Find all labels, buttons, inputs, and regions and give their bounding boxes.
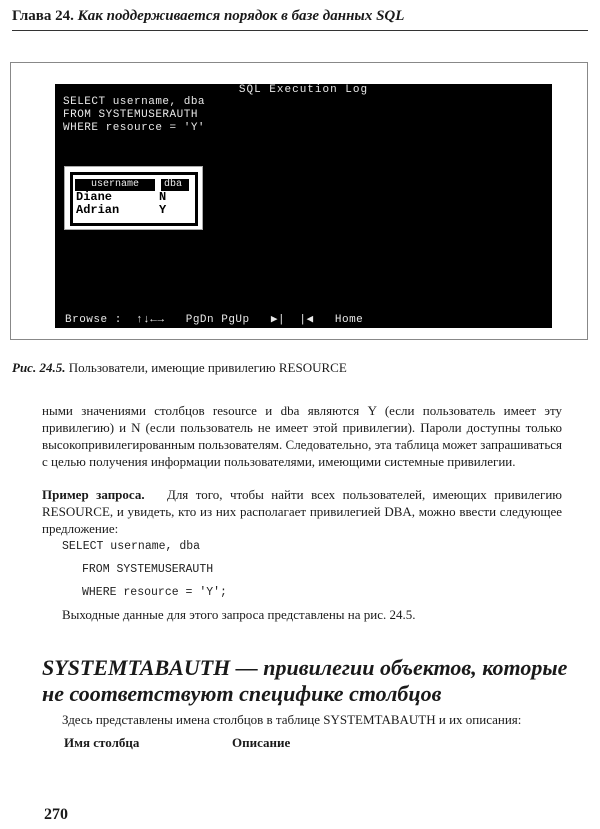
sql-line: FROM SYSTEMUSERAUTH <box>63 109 198 121</box>
result-window <box>64 166 203 230</box>
result-grid <box>70 172 198 226</box>
cell: Diane <box>76 190 113 204</box>
caption-text: Пользователи, имеющие привилегию RESOURCE <box>68 360 347 375</box>
figure-caption <box>12 360 347 376</box>
example-text: Для того, чтобы найти всех пользователей, имеющих привилегию RESOURCE, и увидеть, кто из них располагает привилегией DBA, можно ввести следующее предложение: <box>42 487 563 536</box>
code-line: FROM SYSTEMUSERAUTH <box>82 563 214 576</box>
terminal-sql <box>63 96 205 135</box>
caption-label: Рис. 24.5. <box>12 360 66 375</box>
terminal-status-bar: Browse : ↑↓←→ PgDn PgUp ▶| |◀ Home <box>65 314 364 326</box>
section-intro: Здесь представлены имена столбцов в таблице SYSTEMTABAUTH и их описания: <box>62 712 522 727</box>
section-title: SYSTEMTABAUTH — привилегии объектов, которые не соответствуют специфике столбцов <box>42 655 568 706</box>
cell: Y <box>159 203 167 217</box>
table-header-description: Описание <box>232 735 291 750</box>
chapter-title: Как поддерживается порядок в базе данных SQL <box>77 8 405 24</box>
cell: Adrian <box>76 203 120 217</box>
running-head <box>12 8 404 25</box>
example-label: Пример запроса. <box>42 487 145 502</box>
sql-terminal-screenshot <box>55 84 552 328</box>
column-header: dba <box>161 179 189 191</box>
paragraph: Выходные данные для этого запроса представлены на рис. 24.5. <box>62 607 416 622</box>
paragraph-example <box>42 486 562 537</box>
sql-line: SELECT username, dba <box>63 96 206 108</box>
code-line: WHERE resource = 'Y'; <box>82 586 227 599</box>
chapter-label: Глава 24. <box>12 8 74 24</box>
sql-line: WHERE resource = 'Y' <box>63 122 206 134</box>
cell: N <box>159 190 167 204</box>
terminal-title: SQL Execution Log <box>238 84 369 96</box>
result-row <box>76 204 195 217</box>
header-rule <box>12 30 588 31</box>
code-line: SELECT username, dba <box>62 540 201 553</box>
column-header: username <box>75 179 155 191</box>
table-header-name: Имя столбца <box>64 735 140 750</box>
page-number: 270 <box>44 806 68 823</box>
paragraph: ными значениями столбцов resource и dba являются Y (если пользователь имеет эту привилегию) и N (если пользователь не имеет этой привилегии). Пароли доступны только высокопривилегированным пользователям. Следовательно, эта таблица может запрашиваться с целью получения информации пользователями, имеющими системные привилегии. <box>42 403 562 469</box>
